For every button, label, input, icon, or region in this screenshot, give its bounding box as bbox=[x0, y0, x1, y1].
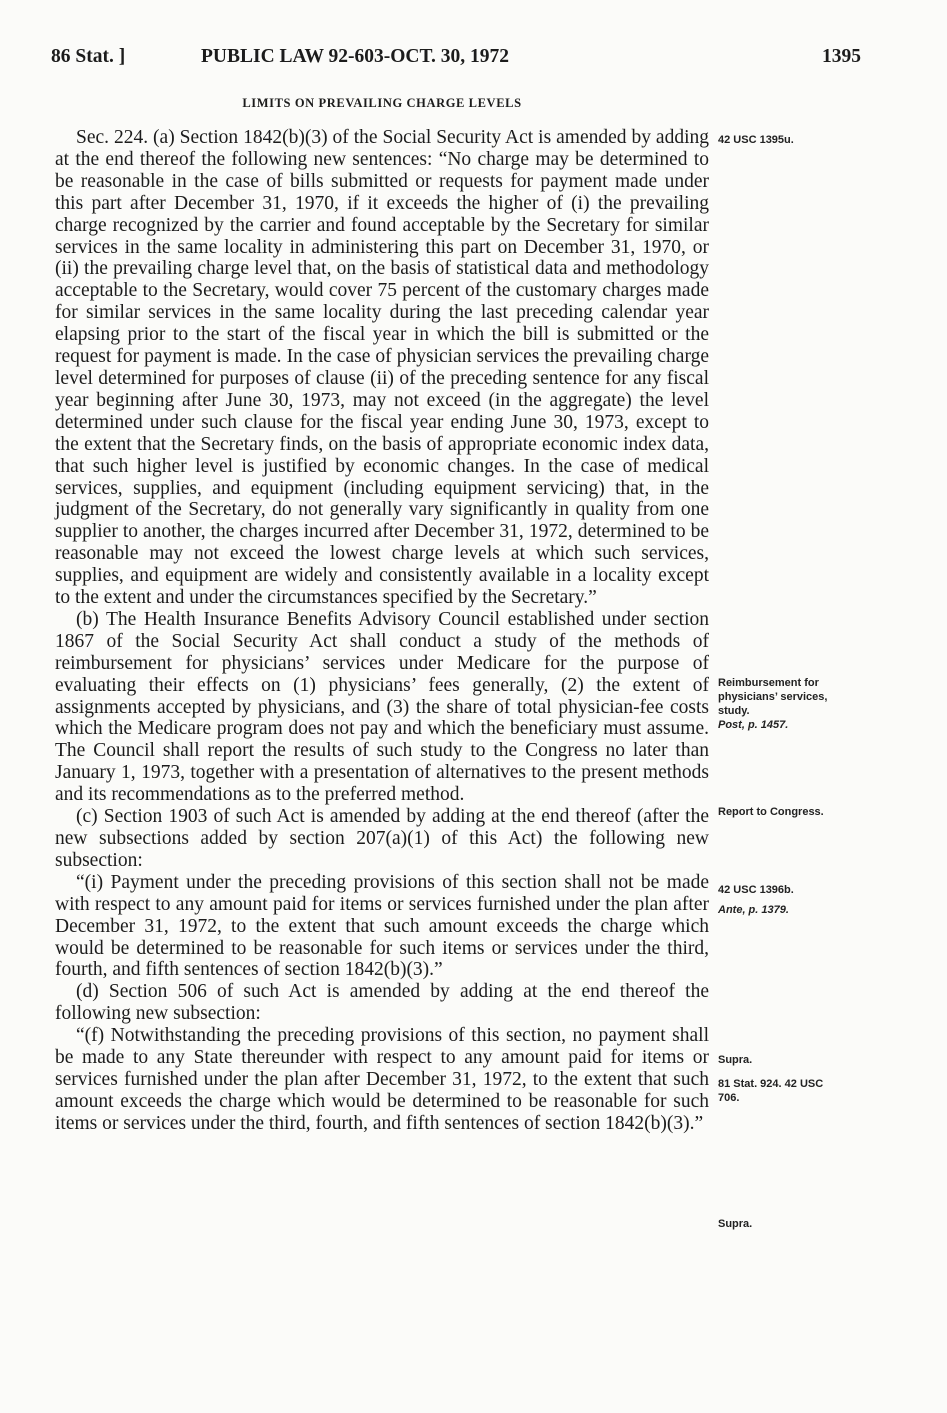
margin-note-stat-924: 81 Stat. 924. 42 USC 706. bbox=[718, 1078, 824, 1104]
page-header bbox=[51, 46, 861, 76]
margin-note-report-congress: Report to Congress. bbox=[718, 806, 824, 818]
paragraph-d: (d) Section 506 of such Act is amended by adding at the end thereof the following new subsection: bbox=[55, 981, 709, 1025]
margin-note-usc-1395u: 42 USC 1395u. bbox=[718, 134, 794, 146]
statute-volume: 86 Stat. ] bbox=[51, 46, 126, 67]
margin-note-reimbursement-study bbox=[718, 676, 858, 732]
paragraph-a: Sec. 224. (a) Section 1842(b)(3) of the Social Security Act is amended by adding at the end thereof the following new sentences: “No charge may be determined to be reasonable in the case of bills submitted or requests for payment made under this part after December 31, 1970, if it exceeds the higher of (i) the prevailing charge recognized by the carrier and found acceptable by the Secretary for similar services in the same locality in administering this part on December 31, 1970, or (ii) the prevailing charge level that, on the basis of statistical data and methodology acceptable to the Secretary, would cover 75 percent of the customary charges made for similar services in the same locality during the last preceding calendar year elapsing prior to the start of the fiscal year in which the bill is submitted or the request for payment is made. In the case of physician services the prevailing charge level determined for purposes of clause (ii) of the preceding sentence for any fiscal year beginning after June 30, 1973, may not exceed (in the aggregate) the level determined under such clause for the fiscal year ending June 30, 1973, except to the extent that the Secretary finds, on the basis of appropriate economic index data, that such higher level is justified by economic changes. In the case of medical services, supplies, and equipment (including equipment servicing) that, in the judgment of the Secretary, do not generally vary significantly in quality from one supplier to another, the charges incurred after December 31, 1972, determined to be reasonable may not exceed the lowest charge levels at which such services, supplies, and equipment are widely and consistently available in a locality except to the extent and under the circumstances specified by the Secretary.” bbox=[55, 127, 709, 609]
margin-note-supra-2: Supra. bbox=[718, 1218, 753, 1230]
margin-note-usc-1396b-cite: 42 USC 1396b. bbox=[718, 884, 794, 896]
paragraph-d-quote: “(f) Notwithstanding the preceding provisions of this section, no payment shall be made to any State thereunder with respect to any amount paid for items or services furnished under the plan after December 31, 1972, to the extent that such amount exceeds the charge which would be determined to be reasonable for such items or services under the third, fourth, and fifth sentences of section 1842(b)(3).” bbox=[55, 1025, 709, 1134]
paragraph-b: (b) The Health Insurance Benefits Advisory Council established under section 1867 of the Social Security Act shall conduct a study of the methods of reimbursement for physicians’ services under Medicare for the purpose of evaluating their effects on (1) physicians’ fees generally, (2) the extent of assignments accepted by physicians, and (3) the share of total physician-fee costs which the Medicare program does not pay and which the beneficiary must assume. The Council shall report the results of such study to the Congress no later than January 1, 1973, together with a presentation of alternatives to the present methods and its recommendations as to the preferred method. bbox=[55, 608, 709, 806]
paragraph-c-quote: “(i) Payment under the preceding provisions of this section shall not be made with respect to any amount paid for items or services furnished under the plan after December 31, 1972, to the extent that such amount exceeds the charge which would be determined to be reasonable for such items or services under the third, fourth, and fifth sentences of section 1842(b)(3).” bbox=[55, 871, 709, 981]
margin-note-ante-ref: Ante, p. 1379. bbox=[718, 904, 789, 916]
margin-note-usc-1396b bbox=[718, 883, 858, 917]
margin-note-reimbursement-title: Reimbursement for physicians’ services, study. bbox=[718, 677, 828, 717]
paragraph-c: (c) Section 1903 of such Act is amended by adding at the end thereof (after the new subsections added by section 207(a)(1) of this Act) the following new subsection: bbox=[55, 806, 709, 871]
margin-note-supra-1: Supra. bbox=[718, 1054, 753, 1066]
margin-note-post-ref: Post, p. 1457. bbox=[718, 719, 789, 731]
section-heading: LIMITS ON PREVAILING CHARGE LEVELS bbox=[242, 96, 522, 110]
law-title: PUBLIC LAW 92-603-OCT. 30, 1972 bbox=[201, 46, 510, 67]
page-number: 1395 bbox=[822, 46, 861, 67]
body-text bbox=[55, 127, 709, 1135]
